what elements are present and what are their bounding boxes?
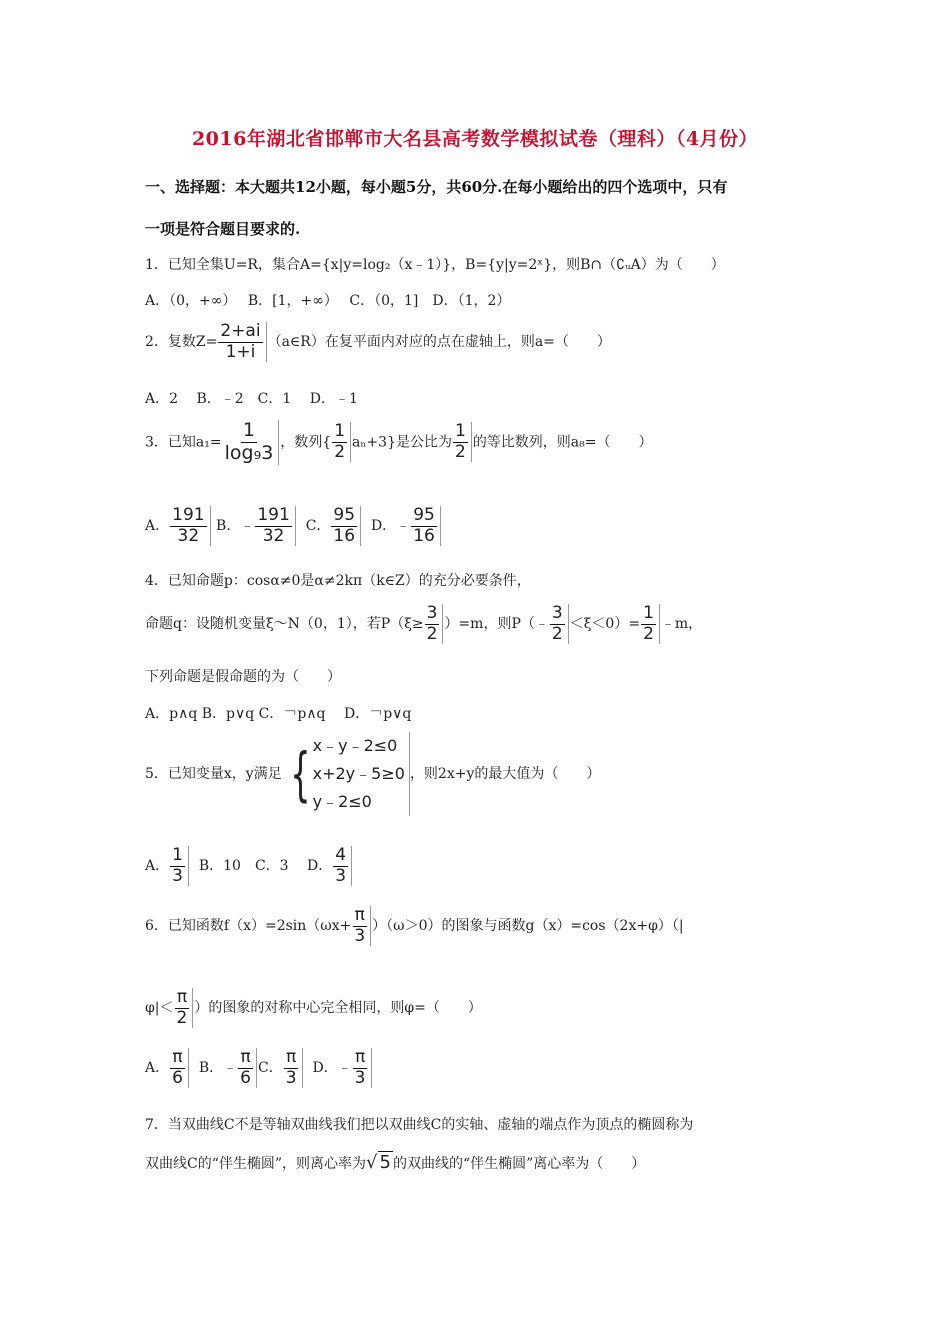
q2-stem-pre: 2．复数Z= [145, 334, 218, 351]
q3-frac3-num: 1 [454, 421, 466, 442]
q6-optD-num: π [354, 1047, 366, 1067]
q6-l2-pre: φ|＜ [145, 1000, 174, 1017]
q5-optD-den: 3 [335, 865, 347, 886]
q7-line2 [145, 1152, 645, 1173]
q7-line1: 7．当双曲线C不是等轴双曲线我们把以双曲线C的实轴、虚轴的端点作为顶点的椭圆称为 [145, 1117, 694, 1133]
q5-post: ，则2x+y的最大值为（ ） [409, 766, 601, 782]
q5-row3: y﹣2≤0 [312, 792, 372, 811]
q6-line1 [145, 906, 684, 946]
q7-sqrt-expression [366, 1151, 393, 1173]
q4-frac2-den: 2 [551, 623, 563, 644]
q2-frac-num: 2+ai [220, 321, 261, 341]
q6-frac1 [352, 906, 371, 946]
q4-l2-post: ﹣m， [660, 616, 703, 633]
q5-pre: 5．已知变量x，y满足 [145, 766, 282, 782]
q5-constraint-rows [313, 732, 410, 816]
paper-title: 2016年湖北省邯郸市大名县高考数学模拟试卷（理科）（4月份） [191, 128, 759, 150]
q3-optA-label: A． [145, 518, 170, 535]
q5-optA-num: 1 [172, 845, 183, 865]
q3-frac3-den: 2 [454, 441, 466, 462]
left-brace-icon: { [290, 740, 311, 808]
q6-options [145, 1048, 373, 1088]
q3-optB-label: B．﹣ [216, 518, 255, 535]
q3-optB-num: 191 [257, 505, 290, 525]
q6-frac2-den: 2 [176, 1007, 188, 1028]
q7-l2-pre: 双曲线C的“伴生椭圆”，则离心率为 [145, 1156, 367, 1172]
q5-optA-label: A． [145, 858, 170, 875]
q3-options [145, 506, 442, 546]
q4-line3: 下列命题是假命题的为（ ） [145, 669, 341, 685]
q3-optA-frac [170, 506, 210, 546]
q3-frac2 [332, 422, 351, 462]
q3-stem [145, 420, 653, 465]
q5-options [145, 846, 353, 886]
q6-l2-post: ）的图象的对称中心完全相同，则φ=（ ） [194, 1000, 482, 1017]
q4-l2-mid2: ＜ξ＜0）= [569, 616, 641, 633]
q2-fraction [218, 322, 266, 362]
q4-line2 [145, 604, 702, 644]
q4-l2-pre: 命题q：设随机变量ξ～N（0，1），若P（ξ≥ [145, 616, 424, 633]
q4-frac3 [641, 604, 660, 644]
q6-post: ）（ω＞0）的图象与函数g（x）=cos（2x+φ）（| [372, 918, 684, 935]
q6-optC-den: 3 [285, 1067, 297, 1088]
q6-optB-den: 6 [240, 1067, 251, 1088]
q3-pre: 3．已知a₁= [145, 434, 222, 451]
q3-optD-frac [411, 506, 441, 546]
q6-optA-num: π [172, 1047, 183, 1067]
q4-frac2-num: 3 [551, 603, 563, 623]
sqrt-icon: √ [366, 1152, 378, 1173]
q6-optA-den: 6 [172, 1067, 183, 1088]
section-instruction-line1: 一、选择题：本大题共12小题，每小题5分，共60分.在每小题给出的四个选项中，只有 [145, 178, 728, 196]
q5-optB-label: B．10 C．3 D． [198, 858, 333, 875]
q3-mid1: ，数列{ [280, 434, 332, 451]
q5-row2: x+2y﹣5≥0 [312, 764, 405, 783]
q3-frac2-den: 2 [334, 441, 346, 462]
q6-optD-den: 3 [354, 1067, 366, 1088]
q5-optD-num: 4 [335, 845, 347, 865]
q5-optD-frac [333, 846, 352, 886]
q3-optA-num: 191 [172, 505, 205, 525]
q3-optB-frac [255, 506, 295, 546]
q6-optD-frac [353, 1048, 372, 1088]
q4-frac1-den: 2 [426, 623, 438, 644]
q3-frac1 [223, 420, 280, 465]
q6-optB-label: B．﹣ [198, 1060, 238, 1077]
q7-l2-post: 的双曲线的“伴生椭圆”离心率为（ ） [392, 1156, 646, 1172]
q4-frac3-num: 1 [643, 603, 654, 623]
q6-line2 [145, 988, 482, 1028]
q6-frac1-num: π [354, 905, 365, 925]
q4-frac1 [425, 604, 444, 644]
q3-optD-num: 95 [413, 505, 435, 525]
q5-stem [145, 732, 600, 816]
q6-optC-frac [284, 1048, 303, 1088]
q6-optB-frac [238, 1048, 257, 1088]
q2-options: A．2 B．﹣2 C．1 D．﹣1 [145, 391, 358, 407]
q4-frac2 [550, 604, 569, 644]
q3-frac2-num: 1 [334, 421, 346, 442]
q6-optB-num: π [240, 1047, 251, 1067]
q5-optA-den: 3 [172, 865, 183, 886]
q1-stem: 1．已知全集U=R，集合A={x|y=log₂（x﹣1）}，B={y|y=2ˣ}，则B∩（∁ᵤA）为（ ） [145, 257, 725, 273]
q2-frac-den: 1+i [225, 341, 256, 362]
q2-stem-post: （a∈R）在复平面内对应的点在虚轴上，则a=（ ） [267, 334, 611, 351]
q7-sqrt-radicand: 5 [379, 1152, 391, 1173]
q3-optC-num: 95 [333, 505, 356, 525]
q3-frac1-den: log₉3 [224, 441, 274, 464]
q3-post: 的等比数列，则a₈=（ ） [472, 434, 653, 451]
q5-optA-frac [170, 846, 189, 886]
q3-optC-den: 16 [333, 525, 356, 546]
q4-l2-mid: ）=m，则P（﹣ [444, 616, 549, 633]
q5-constraint-system [282, 732, 410, 816]
q2-stem [145, 322, 611, 362]
section-instruction-line2: 一项是符合题目要求的. [145, 220, 301, 238]
q4-line1: 4．已知命题p：cosα≠0是α≠2kπ（k∈Z）的充分必要条件， [145, 573, 531, 589]
q6-pre: 6．已知函数f（x）=2sin（ωx+ [145, 918, 352, 935]
q4-frac3-den: 2 [643, 623, 654, 644]
q6-frac2 [175, 988, 194, 1028]
q6-optA-frac [170, 1048, 189, 1088]
q6-frac1-den: 3 [354, 925, 366, 946]
q3-frac1-num: 1 [242, 419, 255, 441]
q6-optC-num: π [285, 1047, 297, 1067]
q6-optC-label: C． [257, 1060, 283, 1077]
q5-row1: x﹣y﹣2≤0 [312, 736, 398, 755]
q4-options: A．p∧q B．p∨q C．￢p∧q D．￢p∨q [145, 706, 412, 722]
q3-optD-label: D．﹣ [370, 518, 411, 535]
q4-frac1-num: 3 [426, 603, 438, 623]
q6-frac2-num: π [176, 987, 188, 1007]
q3-optC-label: C． [305, 518, 331, 535]
q3-optA-den: 32 [177, 525, 200, 546]
q3-optD-den: 16 [413, 525, 435, 546]
q3-frac3 [453, 422, 472, 462]
q3-optC-frac [331, 506, 361, 546]
q3-optB-den: 32 [262, 525, 285, 546]
q3-mid2: aₙ+3}是公比为 [352, 434, 452, 451]
q1-options: A．（0，+∞） B．[1，+∞） C．（0，1] D．（1，2） [145, 293, 511, 309]
q6-optA-label: A． [145, 1060, 170, 1077]
q6-optD-label: D．﹣ [312, 1060, 352, 1077]
